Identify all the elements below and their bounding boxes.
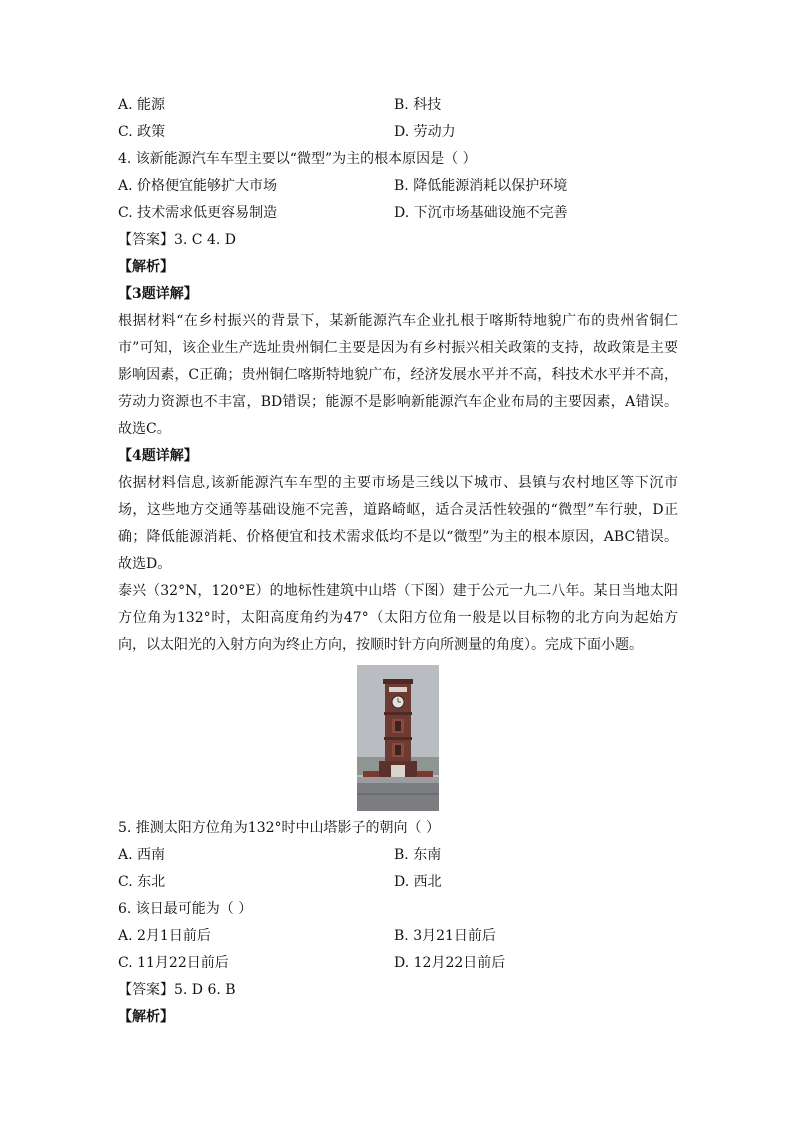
option-c: C. 11月22日前后 — [118, 955, 229, 971]
question-6-stem: 6. 该日最可能为（ ） — [118, 901, 253, 917]
q3-options-row-1 — [118, 92, 678, 119]
tower-top-cap — [383, 679, 413, 684]
option-a: A. 价格便宜能够扩大市场 — [118, 178, 278, 194]
q5-options-row-1 — [118, 842, 678, 869]
q6-options-row-2 — [118, 950, 678, 977]
detail-3-header: 【3题详解】 — [118, 286, 198, 302]
option-c: C. 政策 — [118, 124, 166, 140]
q4-options-row-2 — [118, 200, 678, 227]
option-b: B. 东南 — [394, 847, 442, 863]
question-4-stem: 4. 该新能源汽车车型主要以“微型”为主的根本原因是（ ） — [118, 151, 477, 167]
option-d: D. 劳动力 — [394, 124, 456, 140]
tower-doorway — [391, 765, 405, 777]
document-page — [118, 92, 678, 1031]
option-c: C. 东北 — [118, 874, 166, 890]
tower-band — [384, 737, 412, 740]
option-c: C. 技术需求低更容易制造 — [118, 205, 278, 221]
intro-material-text: 泰兴（32°N，120°E）的地标性建筑中山塔（下图）建于公元一九二八年。某日当地太阳方位角为132°时，太阳高度角约为47°（太阳方位角一般是以目标物的北方向为起始方向，以太阳光的入射方向为终止方向，按顺时针方向所测量的角度）。完成下面小题。 — [118, 583, 678, 653]
answer-3-4: 【答案】3. C 4. D — [118, 232, 237, 248]
detail-3-text: 根据材料“在乡村振兴的背景下，某新能源汽车企业扎根于喀斯特地貌广布的贵州省铜仁市”可知，该企业生产选址贵州铜仁主要是因为有乡村振兴相关政策的支持，故政策是主要影响因素，C正确；贵州铜仁喀斯特地貌广布，经济发展水平并不高，科技术水平并不高，劳动力资源也不丰富，BD错误；能源不是影响新能源汽车企业布局的主要因素，A错误。故选C。 — [118, 313, 678, 437]
photo-plaza — [357, 777, 439, 783]
analysis-header-1: 【解析】 — [118, 259, 174, 275]
detail-4-text: 依据材料信息,该新能源汽车车型的主要市场是三线以下城市、县镇与农村地区等下沉市场，这些地方交通等基础设施不完善，道路崎岖，适合灵活性较强的“微型”车行驶，D正确；降低能源消耗、价格便宜和技术需求低均不是以“微型”为主的根本原因，ABC错误。故选D。 — [118, 475, 678, 572]
q6-options-row-1 — [118, 923, 678, 950]
left-railing — [363, 771, 379, 777]
question-5-stem: 5. 推测太阳方位角为132°时中山塔影子的朝向（ ） — [118, 820, 440, 836]
option-b: B. 科技 — [394, 97, 442, 113]
q3-options-row-2 — [118, 119, 678, 146]
zhongshan-tower-photo — [357, 665, 439, 811]
tower-sign — [389, 687, 407, 692]
option-d: D. 下沉市场基础设施不完善 — [394, 205, 568, 221]
option-a: A. 2月1日前后 — [118, 928, 211, 944]
analysis-header-2: 【解析】 — [118, 1009, 174, 1025]
right-railing — [417, 771, 433, 777]
option-a: A. 能源 — [118, 97, 166, 113]
answer-5-6: 【答案】5. D 6. B — [118, 982, 236, 998]
option-b: B. 降低能源消耗以保护环境 — [394, 178, 568, 194]
option-a: A. 西南 — [118, 847, 166, 863]
q4-options-row-1 — [118, 173, 678, 200]
figure-container — [118, 665, 678, 811]
photo-ground — [357, 781, 439, 811]
option-d: D. 西北 — [394, 874, 442, 890]
detail-4-header: 【4题详解】 — [118, 448, 198, 464]
tower-band — [384, 712, 412, 715]
option-d: D. 12月22日前后 — [394, 955, 506, 971]
q5-options-row-2 — [118, 869, 678, 896]
option-b: B. 3月21日前后 — [394, 928, 496, 944]
